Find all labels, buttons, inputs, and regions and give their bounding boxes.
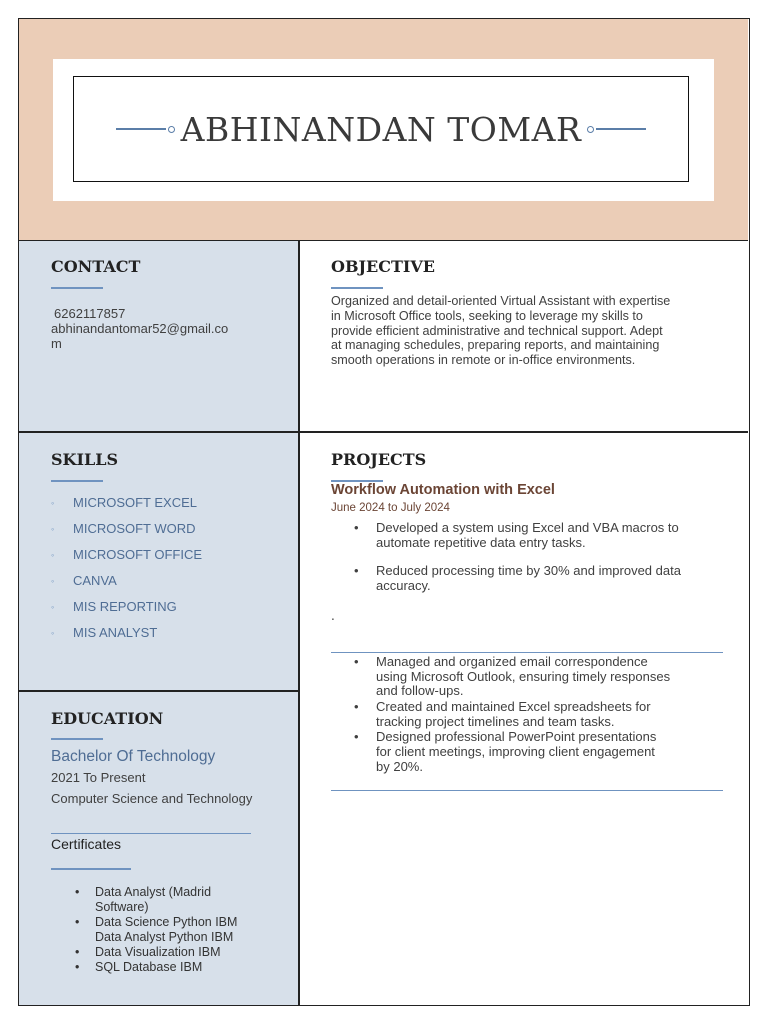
resume-page	[18, 18, 750, 1006]
bullet-icon: •	[354, 520, 359, 535]
project-dates: June 2024 to July 2024	[331, 502, 450, 514]
objective-line: Organized and detail-oriented Virtual Assistant with expertise	[331, 294, 671, 308]
name-right-dot	[587, 126, 594, 133]
candidate-name: ABHINANDAN TOMAR	[180, 109, 582, 149]
bullet-icon: ◦	[51, 550, 55, 560]
project-bullet: • Created and maintained Excel spreadsheets for tracking project timelines and team tasks.	[354, 698, 651, 729]
header-banner	[19, 19, 748, 241]
skill-item: ◦ MIS REPORTING	[51, 599, 177, 614]
project-bullet: • Managed and organized email correspondence using Microsoft Outlook, ensuring timely responses and follow-ups.	[354, 654, 671, 698]
bullet-icon: ◦	[51, 628, 55, 638]
row-divider-2	[19, 690, 299, 692]
certificate-item: • SQL Database IBM	[75, 960, 203, 974]
skill-item: ◦ MIS ANALYST	[51, 625, 158, 640]
bullet-icon: •	[75, 885, 80, 899]
education-heading: EDUCATION	[51, 709, 164, 728]
objective-heading: OBJECTIVE	[331, 257, 435, 276]
objective-line: at managing schedules, preparing reports, and maintaining	[331, 338, 660, 353]
column-divider	[298, 240, 300, 1006]
degree-name: Bachelor Of Technology	[51, 748, 216, 765]
objective-line: smooth operations in remote or in-office environments.	[331, 353, 636, 368]
bullet-icon: •	[354, 654, 359, 669]
projects-heading: PROJECTS	[331, 450, 427, 469]
bullet-icon: •	[75, 960, 80, 974]
skills-list	[51, 494, 202, 650]
skill-item: ◦ MICROSOFT EXCEL	[51, 495, 198, 510]
certificate-item: • Data Analyst (Madrid Software)	[75, 885, 212, 914]
degree-period: 2021 To Present	[51, 770, 146, 785]
contact-email-line1: abhinandantomar52@gmail.co	[51, 321, 229, 336]
project-bullets-b	[354, 654, 726, 774]
bullet-icon: •	[75, 915, 80, 929]
header-inner-panel	[53, 59, 714, 201]
project-bullet: • Reduced processing time by 30% and improved data accuracy.	[354, 563, 681, 593]
skills-heading-rule	[51, 480, 103, 482]
bullet-icon: ◦	[51, 524, 55, 534]
certificates-list	[75, 885, 285, 975]
contact-email-line2: m	[51, 336, 62, 351]
objective-text	[331, 294, 736, 368]
bullet-icon: •	[354, 563, 359, 578]
stray-dot: .	[331, 609, 335, 623]
objective-line: in Microsoft Office tools, seeking to leverage my skills to	[331, 308, 643, 323]
bullet-icon: ◦	[51, 576, 55, 586]
education-heading-rule	[51, 738, 103, 740]
bullet-icon: ◦	[51, 498, 55, 508]
projects-rule-top	[331, 652, 723, 653]
contact-phone: 6262117857	[54, 306, 126, 321]
project-title: Workflow Automation with Excel	[331, 482, 555, 498]
certificate-item: • Data Visualization IBM	[75, 945, 221, 959]
name-frame	[73, 76, 689, 182]
project-bullets-a	[354, 520, 726, 593]
name-left-line	[116, 128, 166, 130]
certificates-heading-rule	[51, 868, 131, 870]
skill-item: ◦ MICROSOFT OFFICE	[51, 547, 203, 562]
bullet-icon: •	[354, 728, 359, 744]
certificate-item: Data Analyst Python IBM	[95, 930, 234, 944]
project-bullet: • Designed professional PowerPoint presentations for client meetings, improving client engagement by 20%.	[354, 728, 657, 774]
name-left-dot	[168, 126, 175, 133]
project-bullet: • Developed a system using Excel and VBA macros to automate repetitive data entry tasks.	[354, 520, 679, 550]
contact-heading: CONTACT	[51, 257, 141, 276]
bullet-icon: ◦	[51, 602, 55, 612]
row-divider-1	[19, 431, 748, 433]
objective-line: provide efficient administrative and technical support. Adept	[331, 323, 663, 338]
name-right-line	[596, 128, 646, 130]
certificate-item: • Data Science Python IBM	[75, 915, 238, 929]
objective-heading-rule	[331, 287, 383, 289]
bullet-icon: •	[354, 698, 359, 714]
projects-rule-bottom	[331, 790, 723, 791]
bullet-icon: •	[75, 945, 80, 959]
contact-heading-rule	[51, 287, 103, 289]
contact-details	[51, 306, 291, 351]
certificates-heading: Certificates	[51, 836, 122, 852]
degree-field: Computer Science and Technology	[51, 791, 253, 806]
skills-heading: SKILLS	[51, 450, 118, 469]
skill-item: ◦ MICROSOFT WORD	[51, 521, 196, 536]
certificates-rule-top	[51, 833, 251, 834]
skill-item: ◦ CANVA	[51, 573, 117, 588]
